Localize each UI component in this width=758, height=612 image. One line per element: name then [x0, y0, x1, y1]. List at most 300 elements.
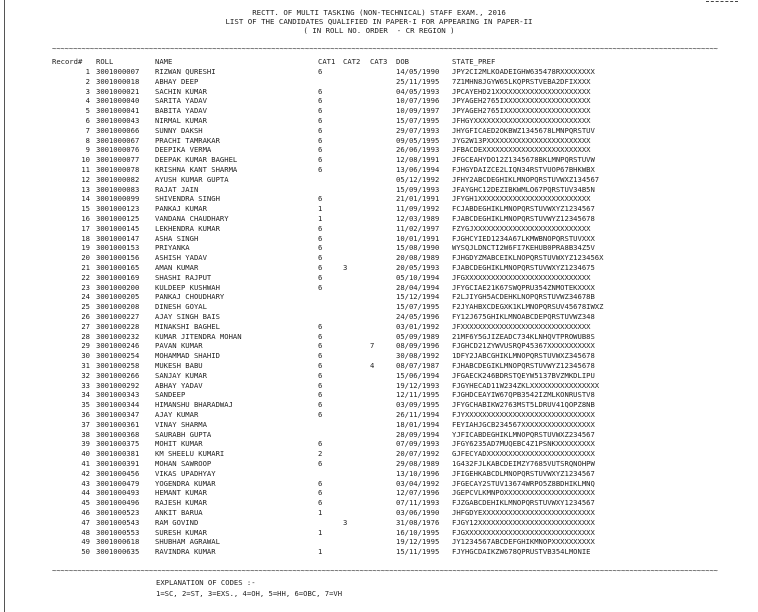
explanation-codes: 1=SC, 2=ST, 3=EXS., 4=OH, 5=HH, 6=OBC, 7=VH	[156, 589, 343, 598]
cat1-code: 6	[318, 272, 323, 282]
cat1-code: 6	[318, 116, 323, 125]
candidate-name: VIKAS UPADHYAY	[155, 468, 216, 478]
date-of-birth: 12/03/1989	[396, 214, 440, 223]
record-number: 9	[85, 145, 90, 155]
cat1-code: 6	[318, 331, 323, 341]
record-number: 44	[81, 488, 90, 498]
state-preference: JPYAGEH2765IXXXXXXXXXXXXXXXXXXXX	[452, 106, 591, 116]
candidate-name: SHUBHAM AGRAWAL	[155, 537, 220, 547]
state-preference: JFGAECK246BDRSTQEYW5137BVZMKDLIPU	[452, 370, 595, 380]
col-header-cat2: CAT2	[343, 57, 361, 66]
state-preference: JFGCEAHYDO12Z1345678BKLMNPQRSTUVW	[452, 155, 595, 165]
roll-number: 3001000007	[96, 67, 140, 76]
date-of-birth: 04/05/1993	[396, 86, 440, 96]
record-number: 10	[81, 155, 90, 165]
state-preference: FCJABDEGHIKLMNOPQRSTUVWXYZ1234567	[452, 204, 595, 214]
roll-number: 3001000635	[96, 547, 140, 557]
record-number: 5	[85, 106, 90, 116]
state-preference: FJYHGCDAIKZW678QPRUSTVB354LMONIE	[452, 547, 591, 557]
col-header-roll: ROLL	[96, 57, 114, 66]
candidate-name: YOGENDRA KUMAR	[155, 478, 216, 488]
roll-number: 3001000232	[96, 331, 140, 341]
date-of-birth: 03/09/1995	[396, 400, 440, 410]
roll-number: 3001000043	[96, 116, 140, 125]
date-of-birth: 15/07/1995	[396, 116, 440, 125]
date-of-birth: 10/09/1997	[396, 106, 440, 116]
record-number: 42	[81, 468, 90, 478]
state-preference: FJZGABCDEHIKLMNOPQRSTUVWXY1234567	[452, 498, 595, 508]
record-number: 1	[85, 67, 90, 76]
state-preference: JY1234567ABCDEFGHIKMNOPXXXXXXXXXX	[452, 537, 595, 547]
roll-number: 3001000254	[96, 351, 140, 361]
date-of-birth: 12/07/1996	[396, 488, 440, 498]
cat1-code: 6	[318, 263, 323, 272]
candidate-name: RAVINDRA KUMAR	[155, 547, 216, 557]
roll-number: 3001000228	[96, 321, 140, 331]
col-header-name: NAME	[155, 57, 173, 66]
record-number: 11	[81, 165, 90, 174]
cat1-code: 6	[318, 341, 323, 351]
cat1-code: 6	[318, 380, 323, 390]
candidate-name: KULDEEP KUSHWAH	[155, 282, 220, 292]
roll-number: 3001000018	[96, 76, 140, 86]
candidate-name: KRISHNA KANT SHARMA	[155, 165, 238, 174]
roll-number: 3001000076	[96, 145, 140, 155]
record-number: 29	[81, 341, 90, 351]
date-of-birth: 29/07/1993	[396, 125, 440, 135]
roll-number: 3001000266	[96, 370, 140, 380]
record-number: 38	[81, 429, 90, 439]
date-of-birth: 19/12/1995	[396, 537, 440, 547]
record-number: 49	[81, 537, 90, 547]
record-number: 22	[81, 272, 90, 282]
roll-number: 3001000368	[96, 429, 140, 439]
order-note: ( IN ROLL NO. ORDER - CR REGION )	[303, 26, 455, 35]
roll-number: 3001000361	[96, 419, 140, 429]
date-of-birth: 20/07/1992	[396, 449, 440, 459]
date-of-birth: 15/06/1994	[396, 370, 440, 380]
bottom-separator: ~~~~~~~~~~~~~~~~~~~~~~~~~~~~~~~~~~~~~~~~~~~~~~~~~~~~~~~~~~~~~~~~~~~~~~~~~~~~~~~~~~~~~~~~~~~~~~~~~~~~~~~~~~~~~~~~~~~~~~~~~~~~~~~~~~~~~~~~~~~~~~~~~~~~~~~~~~~~~~	[52, 568, 718, 575]
roll-number: 3001000523	[96, 508, 140, 517]
state-preference: FJHGYDAIZCE2LIQN34RSTVUOP67BHKWBX	[452, 165, 595, 174]
record-number: 16	[81, 214, 90, 223]
roll-number: 3001000169	[96, 272, 140, 282]
col-header-cat3: CAT3	[370, 57, 388, 66]
date-of-birth: 08/09/1996	[396, 341, 440, 351]
explanation-title: EXPLANATION OF CODES :-	[156, 578, 256, 587]
roll-number: 3001000208	[96, 302, 140, 312]
candidate-name: VANDANA CHAUDHARY	[155, 214, 229, 223]
state-preference: JHFGDYEXXXXXXXXXXXXXXXXXXXXXXXXXX	[452, 508, 595, 517]
state-preference: 1DFY2JABCGHIKLMNOPQRSTUVWXZ345678	[452, 351, 595, 361]
roll-number: 3001000066	[96, 125, 140, 135]
col-header-dob: DOB	[396, 57, 409, 66]
cat1-code: 6	[318, 459, 323, 468]
roll-number: 3001000553	[96, 527, 140, 537]
record-number: 35	[81, 400, 90, 410]
date-of-birth: 11/02/1997	[396, 223, 440, 233]
date-of-birth: 10/07/1996	[396, 96, 440, 106]
state-preference: JGEPCVLKMNPOXXXXXXXXXXXXXXXXXXXXX	[452, 488, 595, 498]
state-preference: F2LJIYGH5ACDEHKLNOPQRSTUVWZ34678B	[452, 292, 595, 302]
cat1-code: 6	[318, 243, 323, 253]
record-number: 40	[81, 449, 90, 459]
state-preference: FJGHDCEAYIW67QPB3542IZMLKONRUSTV8	[452, 390, 595, 400]
cat1-code: 6	[318, 390, 323, 400]
date-of-birth: 16/10/1995	[396, 527, 440, 537]
cat2-code: 3	[343, 517, 348, 527]
state-preference: FJGHCYIED1234A67LKMWBNOPQRSTUVXXX	[452, 233, 595, 243]
roll-number: 3001000077	[96, 155, 140, 165]
candidate-name: AMAN KUMAR	[155, 263, 199, 272]
state-preference: FJHABCDEGIKLMNOPQRSTUVWYZ12345678	[452, 361, 595, 370]
cat1-code: 6	[318, 351, 323, 361]
candidate-name: MOHAMMAD SHAHID	[155, 351, 220, 361]
record-number: 15	[81, 204, 90, 214]
cat1-code: 6	[318, 253, 323, 263]
candidate-name: AJAY SINGH BAIS	[155, 312, 220, 321]
roll-number: 3001000292	[96, 380, 140, 390]
cat1-code: 6	[318, 488, 323, 498]
date-of-birth: 19/12/1993	[396, 380, 440, 390]
roll-number: 3001000041	[96, 106, 140, 116]
cat1-code: 6	[318, 125, 323, 135]
state-preference: JFYGH1XXXXXXXXXXXXXXXXXXXXXXXXXX	[452, 194, 591, 204]
record-number: 8	[85, 135, 90, 145]
cat1-code: 1	[318, 547, 323, 557]
roll-number: 3001000375	[96, 439, 140, 449]
cat1-code: 6	[318, 145, 323, 155]
date-of-birth: 05/12/1992	[396, 174, 440, 184]
candidate-name: BABITA YADAV	[155, 106, 207, 116]
record-number: 3	[85, 86, 90, 96]
date-of-birth: 15/07/1995	[396, 302, 440, 312]
state-preference: F2JYAHBXCDEGXK1KLMNOPQRSUV45678IWXZ	[452, 302, 604, 312]
date-of-birth: 13/10/1996	[396, 468, 440, 478]
roll-number: 3001000246	[96, 341, 140, 351]
state-preference: 7Z1MHN8JGYW65LKQPRSTVEBA2DFIXXXX	[452, 76, 591, 86]
candidate-name: SANJAY KUMAR	[155, 370, 207, 380]
candidate-name: AJAY KUMAR	[155, 410, 199, 419]
record-number: 18	[81, 233, 90, 243]
state-preference: FJGY12XXXXXXXXXXXXXXXXXXXXXXXXXXX	[452, 517, 595, 527]
roll-number: 3001000078	[96, 165, 140, 174]
state-preference: JPCAYEHD21XXXXXXXXXXXXXXXXXXXXXX	[452, 86, 591, 96]
candidate-name: MINAKSHI BAGHEL	[155, 321, 220, 331]
record-number: 17	[81, 223, 90, 233]
cat1-code: 1	[318, 214, 323, 223]
state-preference: JFHY2ABCDEGHIKLMNOPQRSTUVWXZ134567	[452, 174, 600, 184]
roll-number: 3001000145	[96, 223, 140, 233]
candidate-name: ABHAY YADAV	[155, 380, 203, 390]
date-of-birth: 20/05/1993	[396, 263, 440, 272]
date-of-birth: 29/08/1989	[396, 459, 440, 468]
roll-number: 3001000040	[96, 96, 140, 106]
candidate-name: PAVAN KUMAR	[155, 341, 203, 351]
state-preference: WYSQJLDNCTI2W6FI7KEHUB0PRA8B34Z5V	[452, 243, 595, 253]
cat1-code: 6	[318, 155, 323, 165]
candidate-name: SHIVENDRA SINGH	[155, 194, 220, 204]
cat1-code: 6	[318, 282, 323, 292]
state-preference: FJHGDYZMABCEIKLNOPQRSTUVWXYZ123456X	[452, 253, 604, 263]
record-number: 4	[85, 96, 90, 106]
roll-number: 3001000147	[96, 233, 140, 243]
roll-number: 3001000099	[96, 194, 140, 204]
cat1-code: 6	[318, 439, 323, 449]
date-of-birth: 26/06/1993	[396, 145, 440, 155]
candidate-name: RAJAT JAIN	[155, 184, 199, 194]
cat1-code: 1	[318, 508, 323, 517]
list-title: LIST OF THE CANDIDATES QUALIFIED IN PAPER-I FOR APPEARING IN PAPER-II	[225, 17, 533, 26]
date-of-birth: 24/05/1996	[396, 312, 440, 321]
candidate-name: NIRMAL KUMAR	[155, 116, 207, 125]
roll-number: 3001000200	[96, 282, 140, 292]
roll-number: 3001000067	[96, 135, 140, 145]
candidate-name: KM SHEELU KUMARI	[155, 449, 225, 459]
date-of-birth: 03/04/1992	[396, 478, 440, 488]
date-of-birth: 18/01/1994	[396, 419, 440, 429]
state-preference: JFXXXXXXXXXXXXXXXXXXXXXXXXXXXXXX	[452, 321, 591, 331]
cat1-code: 6	[318, 410, 323, 419]
roll-number: 3001000344	[96, 400, 140, 410]
candidate-name: MOHIT KUMAR	[155, 439, 203, 449]
candidate-name: HEMANT KUMAR	[155, 488, 207, 498]
record-number: 36	[81, 410, 90, 419]
state-preference: GJFECYADXXXXXXXXXXXXXXXXXXXXXXXXX	[452, 449, 595, 459]
roll-number: 3001000125	[96, 214, 140, 223]
roll-number: 3001000343	[96, 390, 140, 400]
state-preference: FY12J675GHIKLMNOABCDEPQRSTUVWZ348	[452, 312, 595, 321]
roll-number: 3001000205	[96, 292, 140, 302]
record-number: 2	[85, 76, 90, 86]
candidate-name: RAJESH KUMAR	[155, 498, 207, 508]
state-preference: JFGECAY2STUV13674WRPO5Z8BDHIKLMNQ	[452, 478, 595, 488]
state-preference: FJGYHECAD11W234ZKLXXXXXXXXXXXXXXXX	[452, 380, 600, 390]
date-of-birth: 31/08/1976	[396, 517, 440, 527]
candidate-name: PANKAJ CHOUDHARY	[155, 292, 225, 302]
cat1-code: 6	[318, 96, 323, 106]
record-number: 46	[81, 508, 90, 517]
candidate-name: SARITA YADAV	[155, 96, 207, 106]
date-of-birth: 03/01/1992	[396, 321, 440, 331]
corner-dashes	[706, 1, 738, 2]
record-number: 31	[81, 361, 90, 370]
record-number: 39	[81, 439, 90, 449]
date-of-birth: 14/05/1990	[396, 67, 440, 76]
record-number: 28	[81, 331, 90, 341]
candidate-name: PRIYANKA	[155, 243, 190, 253]
candidate-name: SHASHI RAJPUT	[155, 272, 212, 282]
state-preference: JFBACDEXXXXXXXXXXXXXXXXXXXXXXXXX	[452, 145, 591, 155]
date-of-birth: 21/01/1991	[396, 194, 440, 204]
roll-number: 3001000258	[96, 361, 140, 370]
roll-number: 3001000347	[96, 410, 140, 419]
record-number: 27	[81, 321, 90, 331]
date-of-birth: 05/10/1994	[396, 272, 440, 282]
state-preference: FJYXXXXXXXXXXXXXXXXXXXXXXXXXXXXXX	[452, 410, 595, 419]
state-preference: 21MF6Y5GJIZEADC734KLNHQVTPROWUB8S	[452, 331, 595, 341]
cat2-code: 3	[343, 263, 348, 272]
date-of-birth: 15/08/1990	[396, 243, 440, 253]
roll-number: 3001000479	[96, 478, 140, 488]
cat1-code: 6	[318, 135, 323, 145]
date-of-birth: 09/05/1995	[396, 135, 440, 145]
roll-number: 3001000381	[96, 449, 140, 459]
date-of-birth: 07/11/1993	[396, 498, 440, 508]
record-number: 7	[85, 125, 90, 135]
roll-number: 3001000082	[96, 174, 140, 184]
date-of-birth: 25/11/1995	[396, 76, 440, 86]
candidate-name: SAURABH GUPTA	[155, 429, 212, 439]
cat1-code: 6	[318, 370, 323, 380]
record-number: 14	[81, 194, 90, 204]
candidate-name: SUNNY DAKSH	[155, 125, 203, 135]
record-number: 26	[81, 312, 90, 321]
roll-number: 3001000227	[96, 312, 140, 321]
roll-number: 3001000083	[96, 184, 140, 194]
cat1-code: 6	[318, 86, 323, 96]
date-of-birth: 03/06/1990	[396, 508, 440, 517]
roll-number: 3001000156	[96, 253, 140, 263]
roll-number: 3001000543	[96, 517, 140, 527]
state-preference: 1G432FJLKABCDEIMZY7685VUTSRQNOHPW	[452, 459, 595, 468]
date-of-birth: 28/09/1994	[396, 429, 440, 439]
cat1-code: 6	[318, 361, 323, 370]
table-row	[0, 548, 758, 558]
candidate-name: AYUSH KUMAR GUPTA	[155, 174, 229, 184]
candidate-name: VINAY SHARMA	[155, 419, 207, 429]
date-of-birth: 05/09/1989	[396, 331, 440, 341]
cat1-code: 1	[318, 527, 323, 537]
roll-number: 3001000123	[96, 204, 140, 214]
date-of-birth: 30/08/1992	[396, 351, 440, 361]
candidate-name: MOHAN SAWROOP	[155, 459, 212, 468]
record-number: 43	[81, 478, 90, 488]
record-number: 37	[81, 419, 90, 429]
record-number: 47	[81, 517, 90, 527]
candidate-name: DINESH GOYAL	[155, 302, 207, 312]
state-preference: JYG2W13PXXXXXXXXXXXXXXXXXXXXXXXX	[452, 135, 591, 145]
record-number: 24	[81, 292, 90, 302]
candidate-name: HIMANSHU BHARADWAJ	[155, 400, 233, 410]
candidate-name: ASHISH YADAV	[155, 253, 207, 263]
candidate-name: PRACHI TAMRAKAR	[155, 135, 220, 145]
state-preference: JFYGCHABIKW2763MST5LDRUV41QOPZ8NB	[452, 400, 595, 410]
state-preference: JPYAGEH2765IXXXXXXXXXXXXXXXXXXXX	[452, 96, 591, 106]
record-number: 34	[81, 390, 90, 400]
state-preference: YJFICABDEGHIKLMNOPQRSTUVWXZ234567	[452, 429, 595, 439]
state-preference: FJGXXXXXXXXXXXXXXXXXXXXXXXXXXXXXX	[452, 527, 595, 537]
roll-number: 3001000021	[96, 86, 140, 96]
candidate-name: SANDEEP	[155, 390, 186, 400]
exam-title: RECTT. OF MULTI TASKING (NON-TECHNICAL) STAFF EXAM., 2016	[252, 8, 506, 17]
cat1-code: 6	[318, 321, 323, 331]
date-of-birth: 26/11/1994	[396, 410, 440, 419]
record-number: 12	[81, 174, 90, 184]
state-preference: JHYGFICAED2OKBWZ1345678LMNPQRSTUV	[452, 125, 595, 135]
candidate-name: PANKAJ KUMAR	[155, 204, 207, 214]
candidate-name: RAM GOVIND	[155, 517, 199, 527]
date-of-birth: 13/06/1994	[396, 165, 440, 174]
record-number: 41	[81, 459, 90, 468]
cat1-code: 6	[318, 400, 323, 410]
col-header-state-pref: STATE_PREF	[452, 57, 496, 66]
state-preference: JFAYGHC12DEZIBKWMLO67PQRSTUV34B5N	[452, 184, 595, 194]
candidate-name: MUKESH BABU	[155, 361, 203, 370]
record-number: 13	[81, 184, 90, 194]
candidate-name: SURESH KUMAR	[155, 527, 207, 537]
candidate-name: ABHAY DEEP	[155, 76, 199, 86]
date-of-birth: 12/11/1995	[396, 390, 440, 400]
record-number: 23	[81, 282, 90, 292]
cat3-code: 7	[370, 341, 375, 351]
cat1-code: 1	[318, 204, 323, 214]
record-number: 32	[81, 370, 90, 380]
record-number: 48	[81, 527, 90, 537]
state-preference: JFYGCIAE21K67SWQPRU354ZNMOTEKXXXX	[452, 282, 595, 292]
state-preference: FEYIAHJGCB234567XXXXXXXXXXXXXXXXX	[452, 419, 595, 429]
cat1-code: 6	[318, 233, 323, 243]
date-of-birth: 28/04/1994	[396, 282, 440, 292]
roll-number: 3001000456	[96, 468, 140, 478]
state-preference: JFIGEHKABCDLMNOPQRSTUVWXYZ1234567	[452, 468, 595, 478]
record-number: 25	[81, 302, 90, 312]
record-number: 20	[81, 253, 90, 263]
col-header-record: Record#	[52, 57, 83, 66]
roll-number: 3001000618	[96, 537, 140, 547]
date-of-birth: 15/09/1993	[396, 184, 440, 194]
date-of-birth: 07/09/1993	[396, 439, 440, 449]
top-separator: ~~~~~~~~~~~~~~~~~~~~~~~~~~~~~~~~~~~~~~~~~~~~~~~~~~~~~~~~~~~~~~~~~~~~~~~~~~~~~~~~~~~~~~~~~~~~~~~~~~~~~~~~~~~~~~~~~~~~~~~~~~~~~~~~~~~~~~~~~~~~~~~~~~~~~~~~~~~~~~	[52, 46, 718, 53]
cat1-code: 6	[318, 498, 323, 508]
candidate-name: ANKIT BARUA	[155, 508, 203, 517]
candidate-name: ASHA SINGH	[155, 233, 199, 243]
date-of-birth: 11/09/1992	[396, 204, 440, 214]
state-preference: JFGXXXXXXXXXXXXXXXXXXXXXXXXXXXXX	[452, 272, 591, 282]
candidate-name: DEEPAK KUMAR BAGHEL	[155, 155, 238, 165]
cat1-code: 6	[318, 194, 323, 204]
roll-number: 3001000391	[96, 459, 140, 468]
state-preference: FJABCDEGHIKLMNOPQRSTUVWYZ12345678	[452, 214, 595, 223]
date-of-birth: 15/12/1994	[396, 292, 440, 302]
record-number: 19	[81, 243, 90, 253]
candidate-name: LEKHENDRA KUMAR	[155, 223, 220, 233]
col-header-cat1: CAT1	[318, 57, 336, 66]
cat1-code: 6	[318, 478, 323, 488]
candidate-name: KUMAR JITENDRA MOHAN	[155, 331, 242, 341]
state-preference: JPY2CI2MLKOADEIGHW635478RXXXXXXXX	[452, 67, 595, 76]
roll-number: 3001000165	[96, 263, 140, 272]
record-number: 45	[81, 498, 90, 508]
roll-number: 3001000493	[96, 488, 140, 498]
state-preference: JFGY6235AD7MUQEBC4Z1PSNKXXXXXXXXX	[452, 439, 595, 449]
state-preference: FJGHCD21ZYWVUSRQP45367XXXXXXXXXXX	[452, 341, 595, 351]
candidate-name: RIZWAN QURESHI	[155, 67, 216, 76]
roll-number: 3001000153	[96, 243, 140, 253]
record-number: 6	[85, 116, 90, 125]
cat1-code: 6	[318, 223, 323, 233]
date-of-birth: 10/01/1991	[396, 233, 440, 243]
cat1-code: 6	[318, 106, 323, 116]
record-number: 33	[81, 380, 90, 390]
cat1-code: 6	[318, 165, 323, 174]
cat1-code: 6	[318, 67, 323, 76]
state-preference: FJABCDEGHIKLMNOPQRSTUVWXYZ1234675	[452, 263, 595, 272]
date-of-birth: 15/11/1995	[396, 547, 440, 557]
record-number: 21	[81, 263, 90, 272]
state-preference: JFHGYXXXXXXXXXXXXXXXXXXXXXXXXXXX	[452, 116, 591, 125]
date-of-birth: 20/08/1989	[396, 253, 440, 263]
